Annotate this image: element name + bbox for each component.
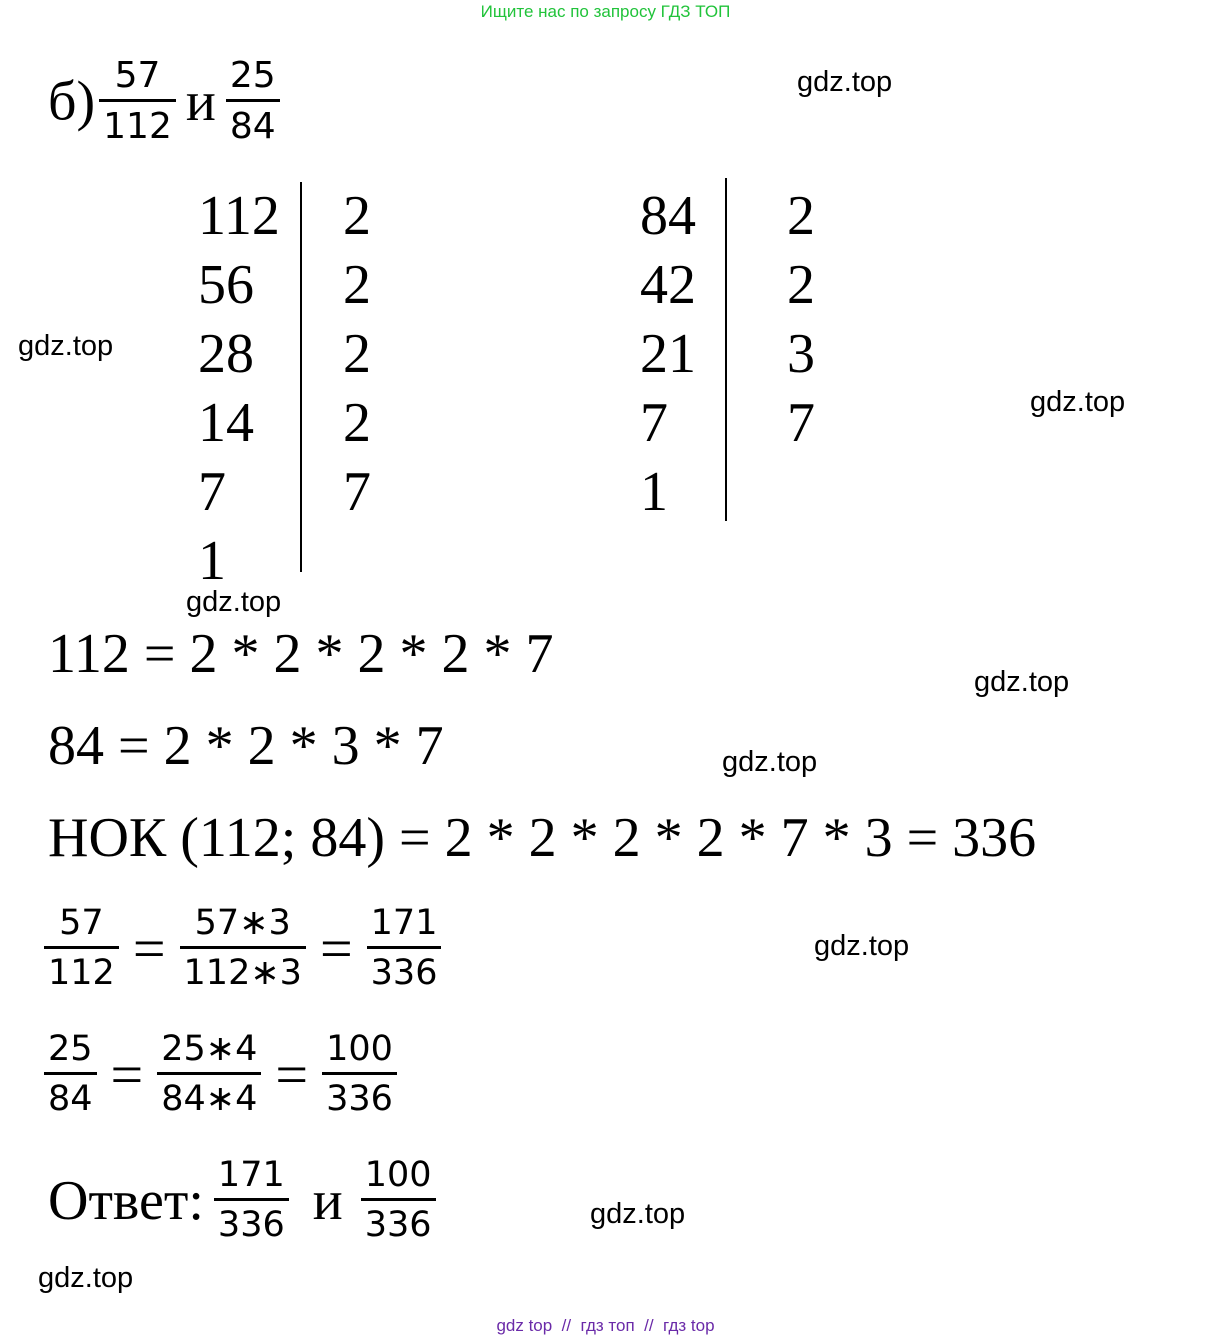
numerator: 100 (326, 1029, 393, 1069)
problem-statement (48, 55, 280, 147)
fraction (44, 903, 119, 993)
watermark: gdz.top (814, 930, 910, 962)
factor-dividend: 1 (640, 461, 668, 523)
fraction (322, 1029, 397, 1119)
fraction-bar (44, 946, 119, 949)
factor-prime: 7 (343, 461, 371, 523)
header-banner: Ищите нас по запросу ГДЗ ТОП (480, 2, 731, 21)
fraction-bar (367, 946, 442, 949)
factor-dividend: 28 (198, 323, 254, 385)
watermark: gdz.top (797, 66, 893, 98)
numerator: 25 (229, 55, 276, 96)
denominator: 112 (48, 953, 115, 993)
factor-dividend: 21 (640, 323, 696, 385)
fraction-57-112 (99, 55, 176, 147)
fraction-25-84 (226, 55, 280, 147)
fraction (157, 1029, 261, 1119)
fraction (367, 903, 442, 993)
watermark: gdz.top (722, 746, 818, 778)
watermark: gdz.top (974, 666, 1070, 698)
factor-dividend: 112 (198, 185, 280, 247)
factor-table-112-left (198, 182, 280, 596)
factor-prime: 2 (343, 254, 371, 316)
numerator: 100 (364, 1155, 432, 1195)
denominator: 336 (326, 1079, 393, 1119)
fraction-bar (44, 1072, 97, 1075)
factor-prime: 2 (787, 254, 815, 316)
fraction-bar (361, 1198, 436, 1201)
factor-prime: 7 (787, 392, 815, 454)
denominator: 84 (229, 106, 276, 147)
equation-57-112 (44, 903, 441, 993)
watermark: gdz.top (38, 1262, 134, 1294)
fraction-bar (180, 946, 306, 949)
factor-dividend: 14 (198, 392, 254, 454)
factor-dividend: 56 (198, 254, 254, 316)
numerator: 171 (370, 903, 438, 943)
conjunction: и (185, 70, 216, 133)
problem-label: б) (48, 70, 96, 133)
equals-sign: = (132, 916, 166, 981)
denominator: 112 (103, 106, 172, 147)
numerator: 57 (114, 55, 161, 96)
factor-dividend: 1 (198, 530, 226, 592)
factor-prime: 2 (343, 323, 371, 385)
factor-table-112-right (343, 182, 371, 527)
denominator: 112∗3 (183, 953, 302, 993)
watermark: gdz.top (18, 330, 114, 362)
factor-dividend: 7 (640, 392, 668, 454)
equals-sign: = (275, 1042, 309, 1107)
lcm-line: НОК (112; 84) = 2 * 2 * 2 * 2 * 7 * 3 = 336 (48, 807, 1037, 869)
equals-sign: = (110, 1042, 144, 1107)
numerator: 171 (217, 1155, 285, 1195)
fraction (180, 903, 306, 993)
factor-divider-line (300, 182, 302, 572)
factorization-84: 84 = 2 * 2 * 3 * 7 (48, 715, 444, 777)
factorization-112: 112 = 2 * 2 * 2 * 2 * 7 (48, 623, 554, 685)
fraction-bar (226, 99, 280, 102)
numerator: 57 (59, 903, 104, 943)
denominator: 336 (364, 1205, 432, 1245)
factor-prime: 2 (787, 185, 815, 247)
fraction-bar (157, 1072, 261, 1075)
equation-25-84 (44, 1029, 397, 1119)
fraction (44, 1029, 97, 1119)
factor-prime: 2 (343, 185, 371, 247)
watermark: gdz.top (590, 1198, 686, 1230)
fraction-bar (99, 99, 176, 102)
denominator: 336 (217, 1205, 285, 1245)
factor-dividend: 84 (640, 185, 696, 247)
fraction-bar (322, 1072, 397, 1075)
fraction (361, 1155, 436, 1245)
factor-table-84-left (640, 182, 696, 527)
footer-banner: gdz top // гдз топ // гдз top (496, 1316, 715, 1335)
numerator: 25 (48, 1029, 93, 1069)
factor-dividend: 42 (640, 254, 696, 316)
watermark: gdz.top (186, 586, 282, 618)
factor-divider-line (725, 178, 727, 521)
denominator: 84∗4 (161, 1079, 258, 1119)
fraction (214, 1155, 289, 1245)
factor-table-84-right (787, 182, 815, 458)
denominator: 84 (48, 1079, 93, 1119)
answer-label: Ответ: (48, 1169, 204, 1232)
conjunction: и (312, 1169, 343, 1232)
numerator: 57∗3 (194, 903, 291, 943)
answer (48, 1155, 436, 1245)
factor-prime: 2 (343, 392, 371, 454)
equals-sign: = (319, 916, 353, 981)
fraction-bar (214, 1198, 289, 1201)
factor-prime: 3 (787, 323, 815, 385)
factor-dividend: 7 (198, 461, 226, 523)
denominator: 336 (370, 953, 438, 993)
numerator: 25∗4 (161, 1029, 258, 1069)
watermark: gdz.top (1030, 386, 1126, 418)
